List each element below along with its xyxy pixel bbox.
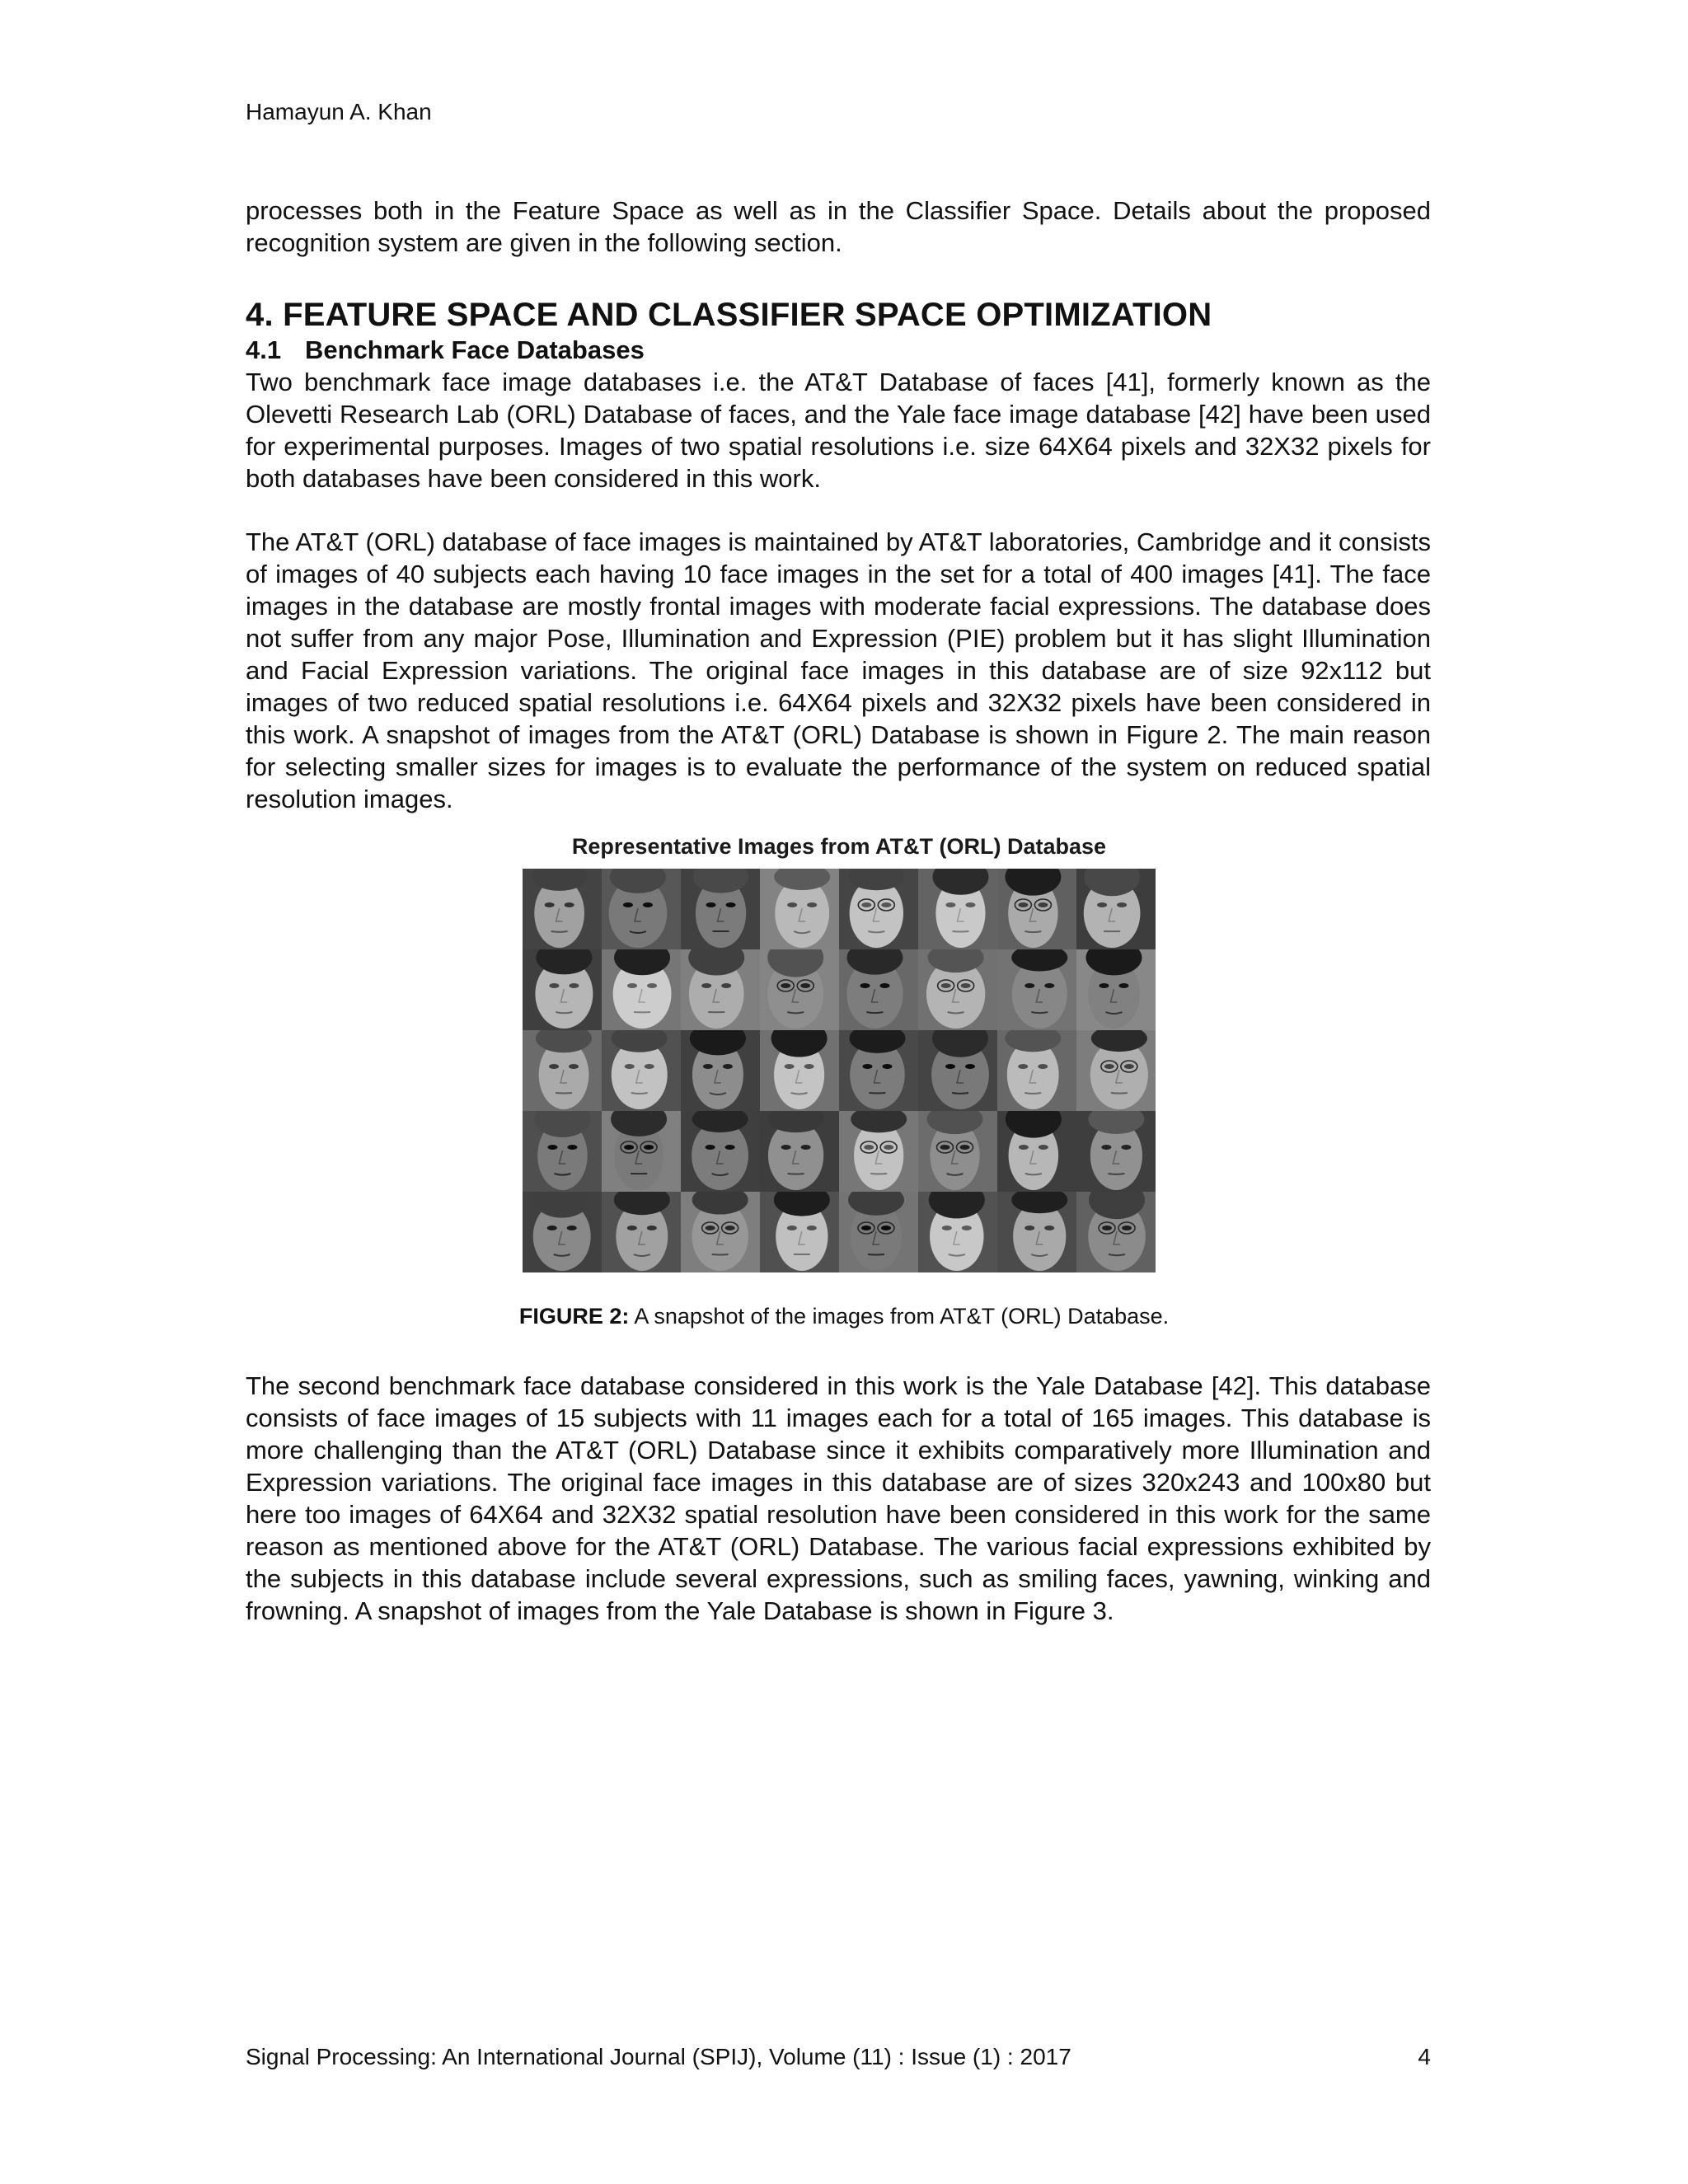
paragraph-databases-overview: Two benchmark face image databases i.e. the AT&T Database of faces [41], formerly known as the Olevetti Research Lab (ORL) Database of faces, and the Yale face image database [42] have been used for experimental purposes. Images of two spatial resolutions i.e. size 64X64 pixels and 32X32 pixels for both databases have been considered in this work. (246, 368, 1431, 493)
face-photo (523, 869, 602, 949)
face-photo (918, 1192, 997, 1272)
page-footer (246, 2042, 1431, 2072)
face-photo (1076, 1192, 1156, 1272)
face-photo (760, 949, 839, 1030)
intro-paragraph: processes both in the Feature Space as well as in the Classifier Space. Details about the proposed recognition system are given in the following section. (246, 196, 1431, 257)
face-photo (681, 1030, 760, 1111)
face-photo (839, 1192, 918, 1272)
face-photo (1076, 1111, 1156, 1192)
face-photo (523, 1030, 602, 1111)
face-photo (997, 869, 1076, 949)
face-photo (760, 1111, 839, 1192)
face-photo (1076, 949, 1156, 1030)
paragraph-yale-database: The second benchmark face database considered in this work is the Yale Database [42]. This database consists of face images of 15 subjects with 11 images each for a total of 165 images. This database is more challenging than the AT&T (ORL) Database since it exhibits comparatively more Illumination and Expression variations. The original face images in this database are of sizes 320x243 and 100x80 but here too images of 64X64 and 32X32 spatial resolution have been considered in this work for the same reason as mentioned above for the AT&T (ORL) Database. The various facial expressions exhibited by the subjects in this database include several expressions, such as smiling faces, yawning, winking and frowning. A snapshot of images from the Yale Database is shown in Figure 3. (246, 1371, 1431, 1625)
figure-caption-label: FIGURE 2: (518, 1304, 630, 1329)
figure-face-montage (519, 832, 1159, 1273)
face-photo (602, 1192, 681, 1272)
face-photo (997, 1111, 1076, 1192)
figure-caption (0, 1302, 1688, 1330)
face-photo (997, 949, 1076, 1030)
section-heading: 4. FEATURE SPACE AND CLASSIFIER SPACE OPTIMIZATION (246, 297, 1212, 333)
face-photo (839, 869, 918, 949)
paragraph-att-orl-database: The AT&T (ORL) database of face images is maintained by AT&T laboratories, Cambridge and it consists of images of 40 subjects each having 10 face images in the set for a total of 400 images [41]. The face images in the database are mostly frontal images with moderate facial expressions. The database does not suffer from any major Pose, Illumination and Expression (PIE) problem but it has slight Illumination and Facial Expression variations. The original face images in this database are of size 92x112 but images of two reduced spatial resolutions i.e. 64X64 pixels and 32X32 pixels have been considered in this work. A snapshot of images from the AT&T (ORL) Database is shown in Figure 2. The main reason for selecting smaller sizes for images is to evaluate the performance of the system on reduced spatial resolution images. (246, 527, 1431, 813)
footer-journal-citation: Signal Processing: An International Journal (SPIJ), Volume (11) : Issue (1) : 2017 (246, 2044, 1071, 2069)
face-image-grid (523, 869, 1156, 1272)
subsection-heading (246, 335, 645, 366)
face-photo (918, 1111, 997, 1192)
face-photo (997, 1030, 1076, 1111)
figure-title: Representative Images from AT&T (ORL) Database (571, 834, 1107, 859)
face-photo (523, 1111, 602, 1192)
face-photo (523, 949, 602, 1030)
face-photo (839, 949, 918, 1030)
face-photo (681, 1192, 760, 1272)
face-photo (760, 1030, 839, 1111)
face-photo (760, 869, 839, 949)
face-photo (602, 949, 681, 1030)
face-photo (602, 1111, 681, 1192)
face-photo (918, 949, 997, 1030)
figure-caption-text: A snapshot of the images from AT&T (ORL) Database. (629, 1304, 1170, 1329)
face-photo (681, 1111, 760, 1192)
face-photo (997, 1192, 1076, 1272)
face-photo (760, 1192, 839, 1272)
face-photo (918, 1030, 997, 1111)
face-photo (1076, 869, 1156, 949)
subsection-title: Benchmark Face Databases (305, 335, 645, 364)
face-photo (918, 869, 997, 949)
face-photo (681, 949, 760, 1030)
face-photo (681, 869, 760, 949)
face-photo (839, 1030, 918, 1111)
subsection-number: 4.1 (246, 335, 282, 364)
face-photo (602, 869, 681, 949)
face-photo (602, 1030, 681, 1111)
running-header-author: Hamayun A. Khan (246, 99, 432, 124)
face-photo (1076, 1030, 1156, 1111)
page-number: 4 (1418, 2044, 1431, 2069)
face-photo (839, 1111, 918, 1192)
face-photo (523, 1192, 602, 1272)
